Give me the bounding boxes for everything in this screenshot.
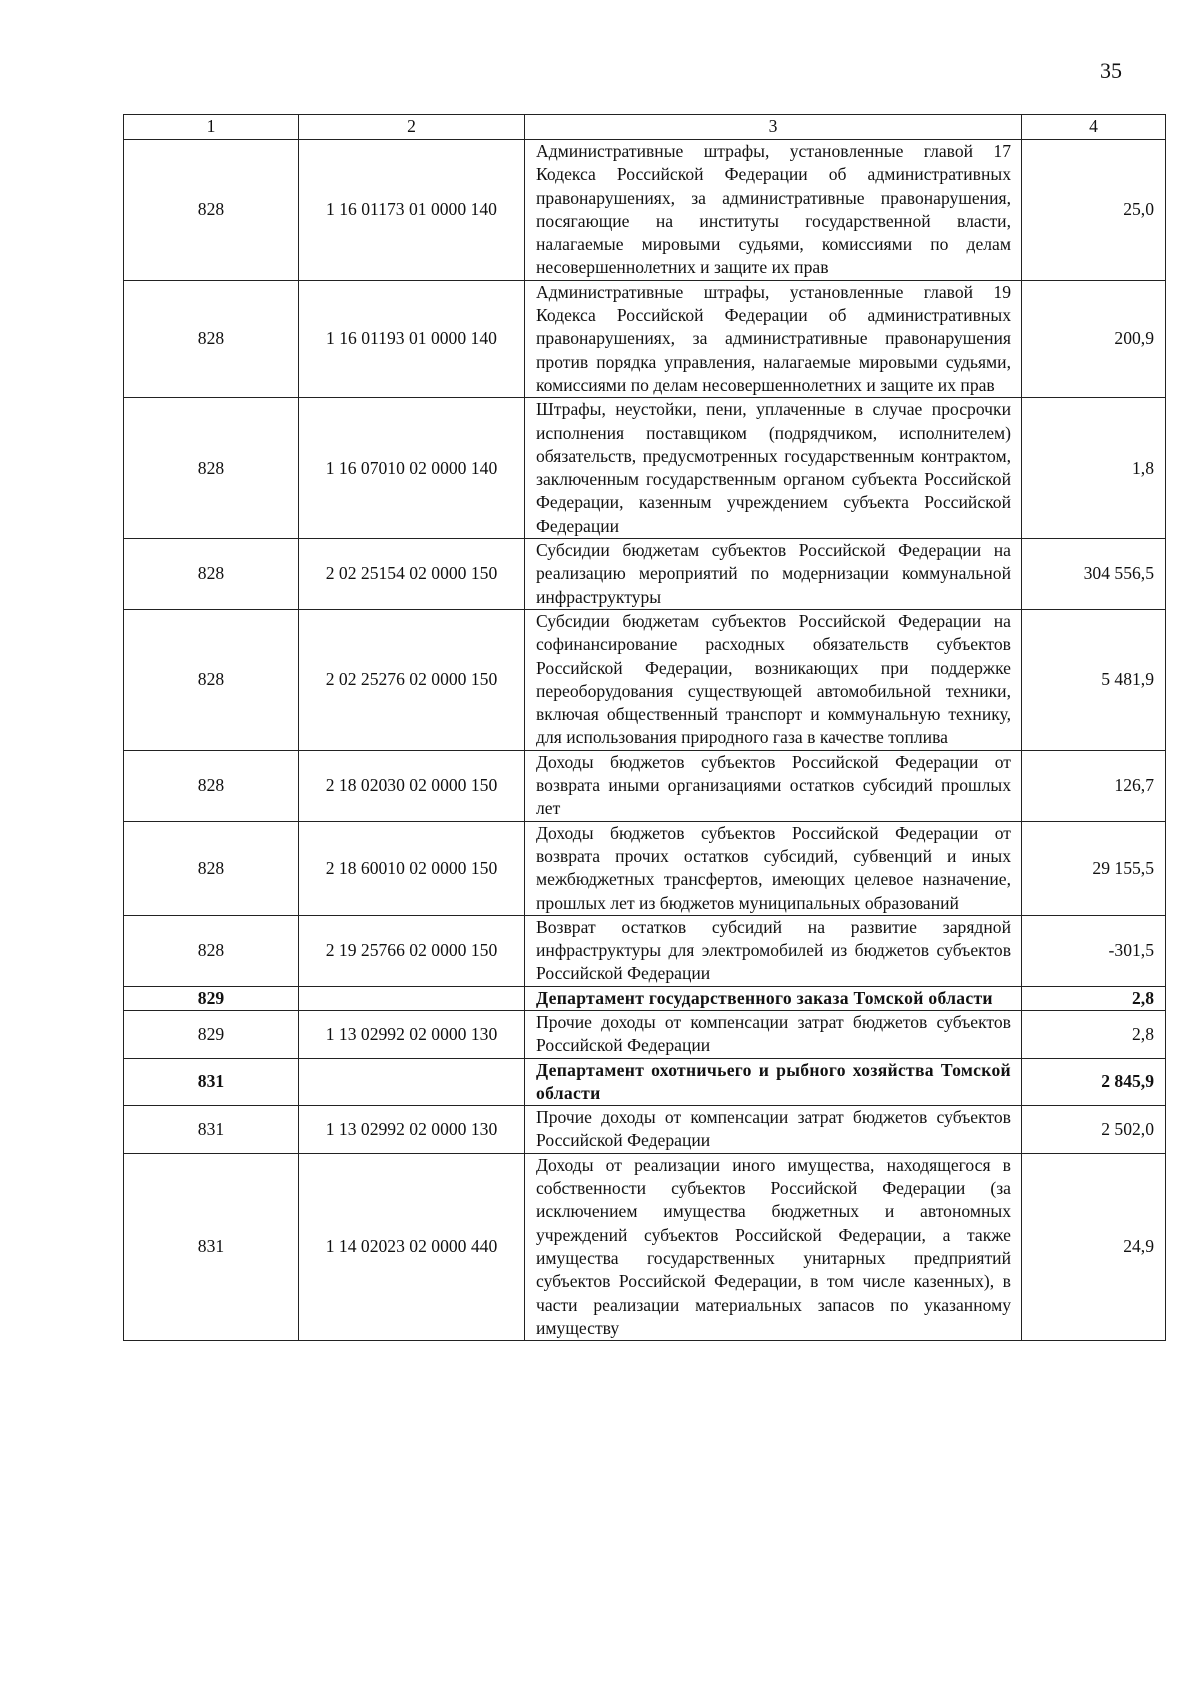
- cell-revenue-name: Штрафы, неустойки, пени, уплаченные в случае просрочки исполнения поставщиком (подрядчиком, исполнителем) обязательств, предусмотренных государственным контрактом, заключенным государственным органом субъекта Российской Федерации, казенным учреждением субъекта Российской Федерации: [525, 398, 1022, 539]
- table-body: [124, 140, 1166, 1341]
- cell-admin-code: 828: [124, 539, 299, 610]
- cell-amount: 25,0: [1022, 140, 1166, 281]
- table-row: [124, 750, 1166, 821]
- cell-revenue-name: Административные штрафы, установленные главой 19 Кодекса Российской Федерации об административных правонарушениях, за административные правонарушения против порядка управления, налагаемые мировыми судьями, комиссиями по делам несовершеннолетних и защите их прав: [525, 280, 1022, 397]
- cell-amount: 2,8: [1022, 986, 1166, 1010]
- table-row: [124, 1106, 1166, 1154]
- column-header-admin: 1: [124, 115, 299, 140]
- cell-amount: 5 481,9: [1022, 609, 1166, 750]
- cell-budget-code: 1 13 02992 02 0000 130: [299, 1106, 525, 1154]
- cell-revenue-name: Доходы бюджетов субъектов Российской Федерации от возврата прочих остатков субсидий, субвенций и иных межбюджетных трансфертов, имеющих целевое назначение, прошлых лет из бюджетов муниципальных образований: [525, 821, 1022, 915]
- cell-amount: 200,9: [1022, 280, 1166, 397]
- cell-amount: 24,9: [1022, 1153, 1166, 1340]
- cell-budget-code: [299, 1058, 525, 1106]
- cell-amount: 126,7: [1022, 750, 1166, 821]
- table-row: [124, 398, 1166, 539]
- cell-revenue-name: Административные штрафы, установленные главой 17 Кодекса Российской Федерации об административных правонарушениях, за административные правонарушения, посягающие на институты государственной власти, налагаемые мировыми судьями, комиссиями по делам несовершеннолетних и защите их прав: [525, 140, 1022, 281]
- cell-revenue-name: Субсидии бюджетам субъектов Российской Федерации на реализацию мероприятий по модернизации коммунальной инфраструктуры: [525, 539, 1022, 610]
- column-header-code: 2: [299, 115, 525, 140]
- revenue-table: [123, 114, 1166, 1341]
- cell-revenue-name: Возврат остатков субсидий на развитие зарядной инфраструктуры для электромобилей из бюджетов субъектов Российской Федерации: [525, 915, 1022, 986]
- cell-amount: 2 502,0: [1022, 1106, 1166, 1154]
- cell-admin-code: 831: [124, 1058, 299, 1106]
- cell-budget-code: 1 14 02023 02 0000 440: [299, 1153, 525, 1340]
- column-header-name: 3: [525, 115, 1022, 140]
- page-number: 35: [1100, 58, 1122, 83]
- cell-budget-code: 1 16 01193 01 0000 140: [299, 280, 525, 397]
- cell-admin-code: 828: [124, 821, 299, 915]
- cell-revenue-name: Департамент государственного заказа Томской области: [525, 986, 1022, 1010]
- cell-amount: 2,8: [1022, 1010, 1166, 1058]
- table-row: [124, 915, 1166, 986]
- cell-amount: 29 155,5: [1022, 821, 1166, 915]
- cell-admin-code: 828: [124, 140, 299, 281]
- cell-amount: 1,8: [1022, 398, 1166, 539]
- cell-admin-code: 829: [124, 1010, 299, 1058]
- cell-budget-code: 1 13 02992 02 0000 130: [299, 1010, 525, 1058]
- table-row-department: [124, 986, 1166, 1010]
- cell-revenue-name: Доходы от реализации иного имущества, находящегося в собственности субъектов Российской Федерации (за исключением имущества бюджетных и автономных учреждений субъектов Российской Федерации, а также имущества государственных унитарных предприятий субъектов Российской Федерации, в том числе казенных), в части реализации материальных запасов по указанному имуществу: [525, 1153, 1022, 1340]
- cell-budget-code: 2 19 25766 02 0000 150: [299, 915, 525, 986]
- cell-admin-code: 829: [124, 986, 299, 1010]
- cell-budget-code: 2 02 25276 02 0000 150: [299, 609, 525, 750]
- cell-admin-code: 828: [124, 609, 299, 750]
- cell-admin-code: 828: [124, 398, 299, 539]
- cell-amount: 2 845,9: [1022, 1058, 1166, 1106]
- table-header-row: [124, 115, 1166, 140]
- cell-budget-code: 2 18 60010 02 0000 150: [299, 821, 525, 915]
- cell-admin-code: 831: [124, 1106, 299, 1154]
- cell-revenue-name: Департамент охотничьего и рыбного хозяйства Томской области: [525, 1058, 1022, 1106]
- cell-revenue-name: Субсидии бюджетам субъектов Российской Федерации на софинансирование расходных обязательств субъектов Российской Федерации, возникающих при поддержке переоборудования существующей автомобильной техники, включая общественный транспорт и коммунальную технику, для использования природного газа в качестве топлива: [525, 609, 1022, 750]
- table-row: [124, 140, 1166, 281]
- cell-budget-code: 1 16 01173 01 0000 140: [299, 140, 525, 281]
- cell-admin-code: 828: [124, 915, 299, 986]
- table-row-department: [124, 1058, 1166, 1106]
- table-row: [124, 1010, 1166, 1058]
- table-row: [124, 609, 1166, 750]
- cell-admin-code: 828: [124, 280, 299, 397]
- cell-budget-code: 2 18 02030 02 0000 150: [299, 750, 525, 821]
- cell-admin-code: 828: [124, 750, 299, 821]
- table-row: [124, 1153, 1166, 1340]
- cell-amount: 304 556,5: [1022, 539, 1166, 610]
- table-row: [124, 539, 1166, 610]
- cell-admin-code: 831: [124, 1153, 299, 1340]
- column-header-amount: 4: [1022, 115, 1166, 140]
- cell-budget-code: 1 16 07010 02 0000 140: [299, 398, 525, 539]
- cell-amount: -301,5: [1022, 915, 1166, 986]
- cell-revenue-name: Прочие доходы от компенсации затрат бюджетов субъектов Российской Федерации: [525, 1106, 1022, 1154]
- cell-revenue-name: Прочие доходы от компенсации затрат бюджетов субъектов Российской Федерации: [525, 1010, 1022, 1058]
- table-row: [124, 821, 1166, 915]
- cell-revenue-name: Доходы бюджетов субъектов Российской Федерации от возврата иными организациями остатков субсидий прошлых лет: [525, 750, 1022, 821]
- cell-budget-code: [299, 986, 525, 1010]
- table-row: [124, 280, 1166, 397]
- cell-budget-code: 2 02 25154 02 0000 150: [299, 539, 525, 610]
